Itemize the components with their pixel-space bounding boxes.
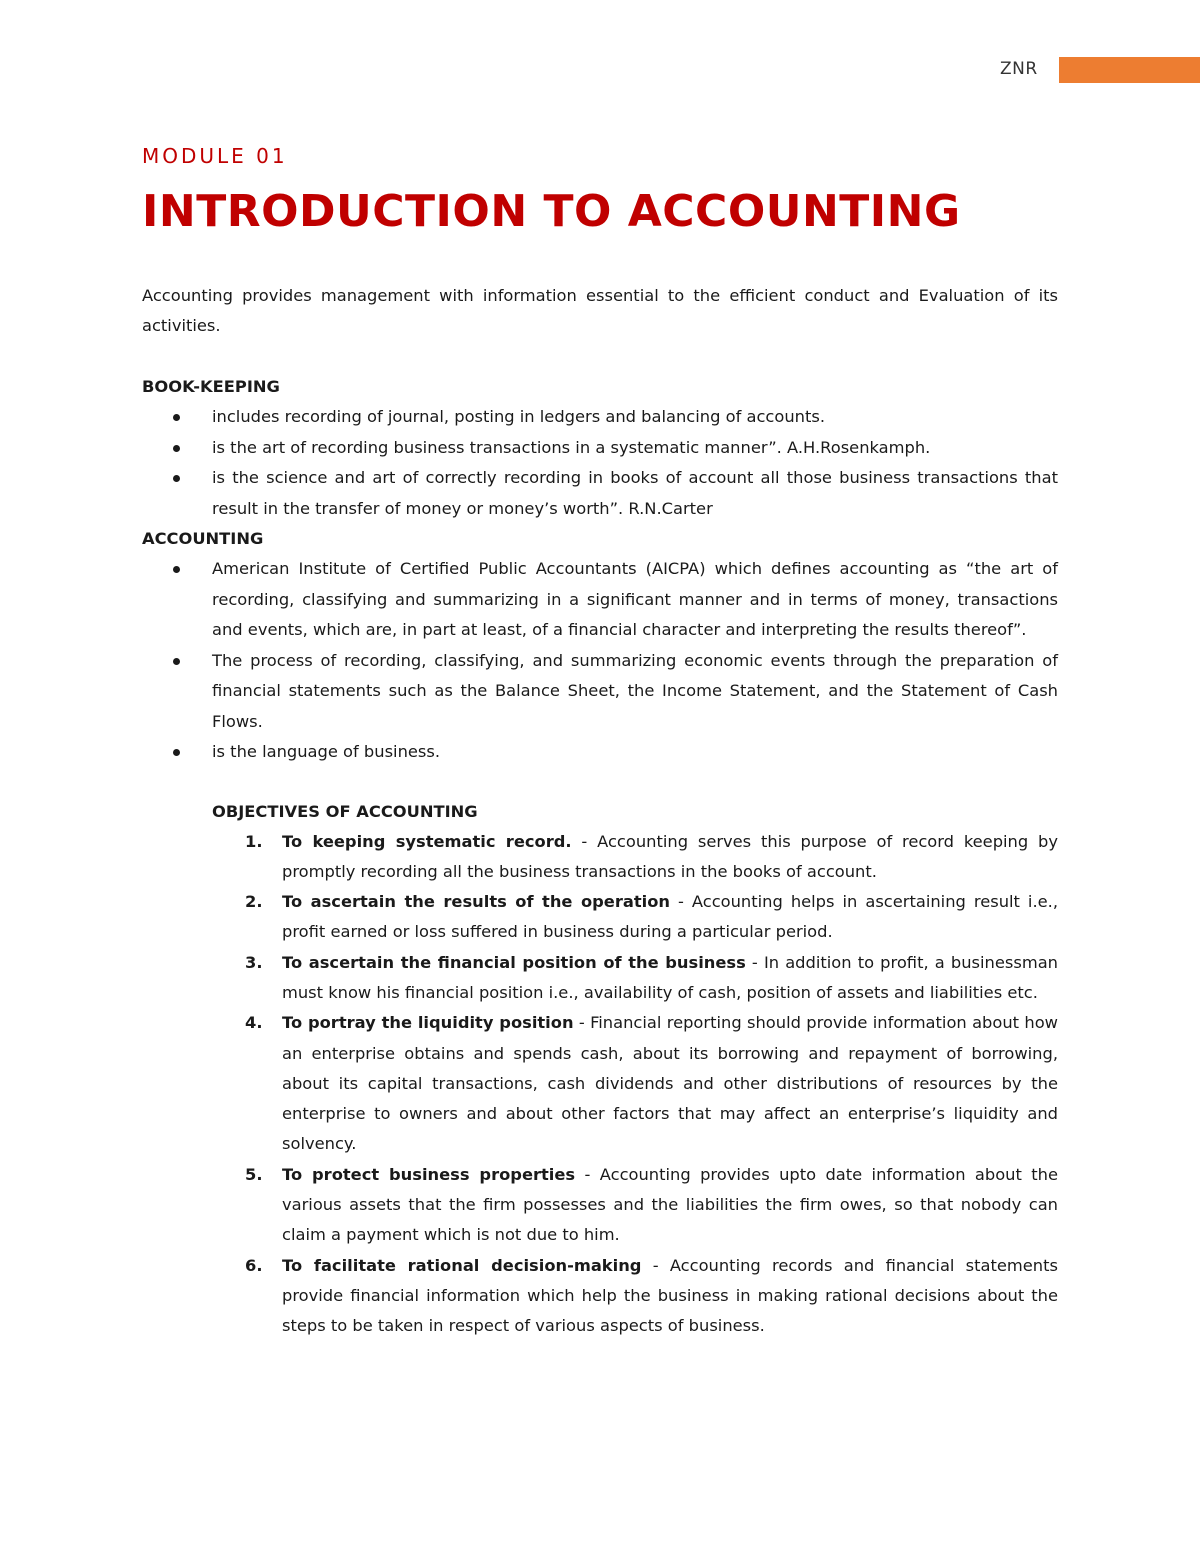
objective-item: 6. To facilitate rational decision-making - Accounting records and financial statements provide financial information which help the business in making rational decisions about the steps to be taken in respect of various aspects of business. [245,1255,1058,1336]
objective-item: 5. To protect business properties - Accounting provides upto date information about the various assets that the firm possesses and the liabilities the firm owes, so that nobody can claim a payment which is not due to him. [245,1164,1058,1245]
objective-item: 3. To ascertain the financial position of the business - In addition to profit, a businessman must know his financial position i.e., availability of cash, position of assets and liabilities etc. [245,952,1058,1002]
header-accent-bar [1059,57,1200,83]
objective-item: 2. To ascertain the results of the operation - Accounting helps in ascertaining result i.e., profit earned or loss suffered in business during a particular period. [245,892,1058,942]
bullet-icon [173,475,180,482]
bookkeeping-heading: BOOK-KEEPING [142,377,280,396]
list-item: includes recording of journal, posting in ledgers and balancing of accounts. [142,402,1058,433]
objectives-section [212,797,1058,1342]
list-item: is the science and art of correctly recording in books of account all those business transactions that result in the transfer of money or money’s worth”. R.N.Carter [142,463,1058,524]
list-item: is the art of recording business transactions in a systematic manner”. A.H.Rosenkamph. [142,433,1058,464]
objective-item: 1. To keeping systematic record. - Accounting serves this purpose of record keeping by promptly recording all the business transactions in the books of account. [245,831,1059,881]
objective-item: 4. To portray the liquidity position - Financial reporting should provide information about how an enterprise obtains and spends cash, about its borrowing and repayment of borrowing, about its capital transactions, cash dividends and other distributions of resources by the enterprise to owners and about other factors that may affect an enterprise’s liquidity and solvency. [245,1013,1058,1154]
objectives-list [212,827,1058,1342]
bookkeeping-list [142,402,1058,524]
header-tag: ZNR [1000,59,1038,79]
list-item: American Institute of Certified Public Accountants (AICPA) which defines accounting as “the art of recording, classifying and summarizing in a significant manner and in terms of money, transactions and events, which are, in part at least, of a financial character and interpreting the results thereof”. [142,554,1058,646]
document-body [142,143,1058,1342]
list-item: is the language of business. [142,737,1058,768]
bullet-icon [173,414,180,421]
list-item: The process of recording, classifying, and summarizing economic events through the preparation of financial statements such as the Balance Sheet, the Income Statement, and the Statement of Cash Flows. [142,646,1058,738]
objectives-heading: OBJECTIVES OF ACCOUNTING [212,801,478,821]
bullet-icon [173,566,180,573]
bullet-icon [173,749,180,756]
accounting-heading: ACCOUNTING [142,529,264,548]
accounting-list [142,554,1058,768]
bullet-icon [173,445,180,452]
intro-paragraph: Accounting provides management with information essential to the efficient conduct and Evaluation of its activities. [142,286,1058,335]
module-label: MODULE 01 [142,144,288,168]
page-title: INTRODUCTION TO ACCOUNTING [142,186,961,237]
bullet-icon [173,658,180,665]
